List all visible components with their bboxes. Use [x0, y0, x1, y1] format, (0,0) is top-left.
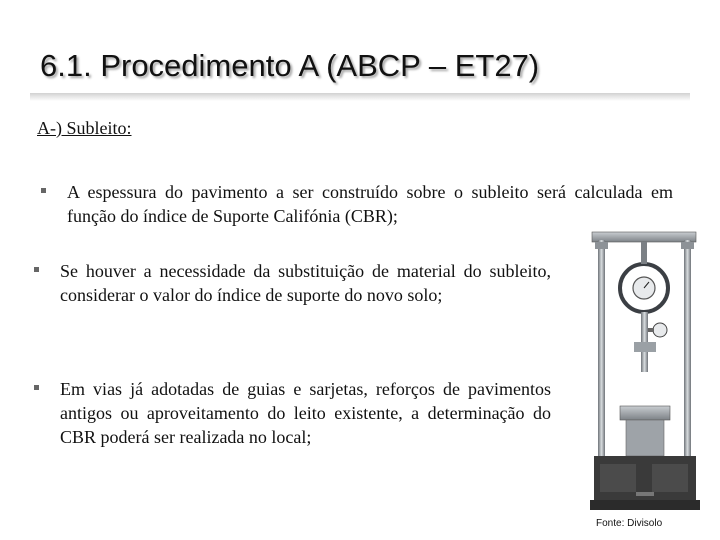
bullet-text-3: Em vias já adotadas de guias e sarjetas, reforços de pavimentos antigos ou aproveitamento do leito existente, a determinação do CBR poderá ser realizada no local;: [60, 379, 551, 447]
image-source-caption: Fonte: Divisolo: [596, 518, 663, 529]
bullet-square-icon: [41, 188, 46, 193]
bullet-square-icon: [34, 385, 39, 390]
cbr-press-machine-image: [586, 230, 704, 516]
slide-title: 6.1. Procedimento A (ABCP – ET27): [40, 48, 540, 83]
bullet-item-2: [60, 259, 551, 307]
bullet-text-1: A espessura do pavimento a ser construído sobre o subleito será calculada em função do índice de Suporte Califónia (CBR);: [67, 182, 673, 226]
title-underline-shadow: [30, 93, 690, 101]
section-subheading: A-) Subleito:: [37, 118, 132, 138]
bullet-item-3: [60, 377, 551, 449]
bullet-text-2: Se houver a necessidade da substituição de material do subleito, considerar o valor do índice de suporte do novo solo;: [60, 261, 551, 305]
bullet-item-1: [67, 180, 673, 228]
bullet-square-icon: [34, 267, 39, 272]
